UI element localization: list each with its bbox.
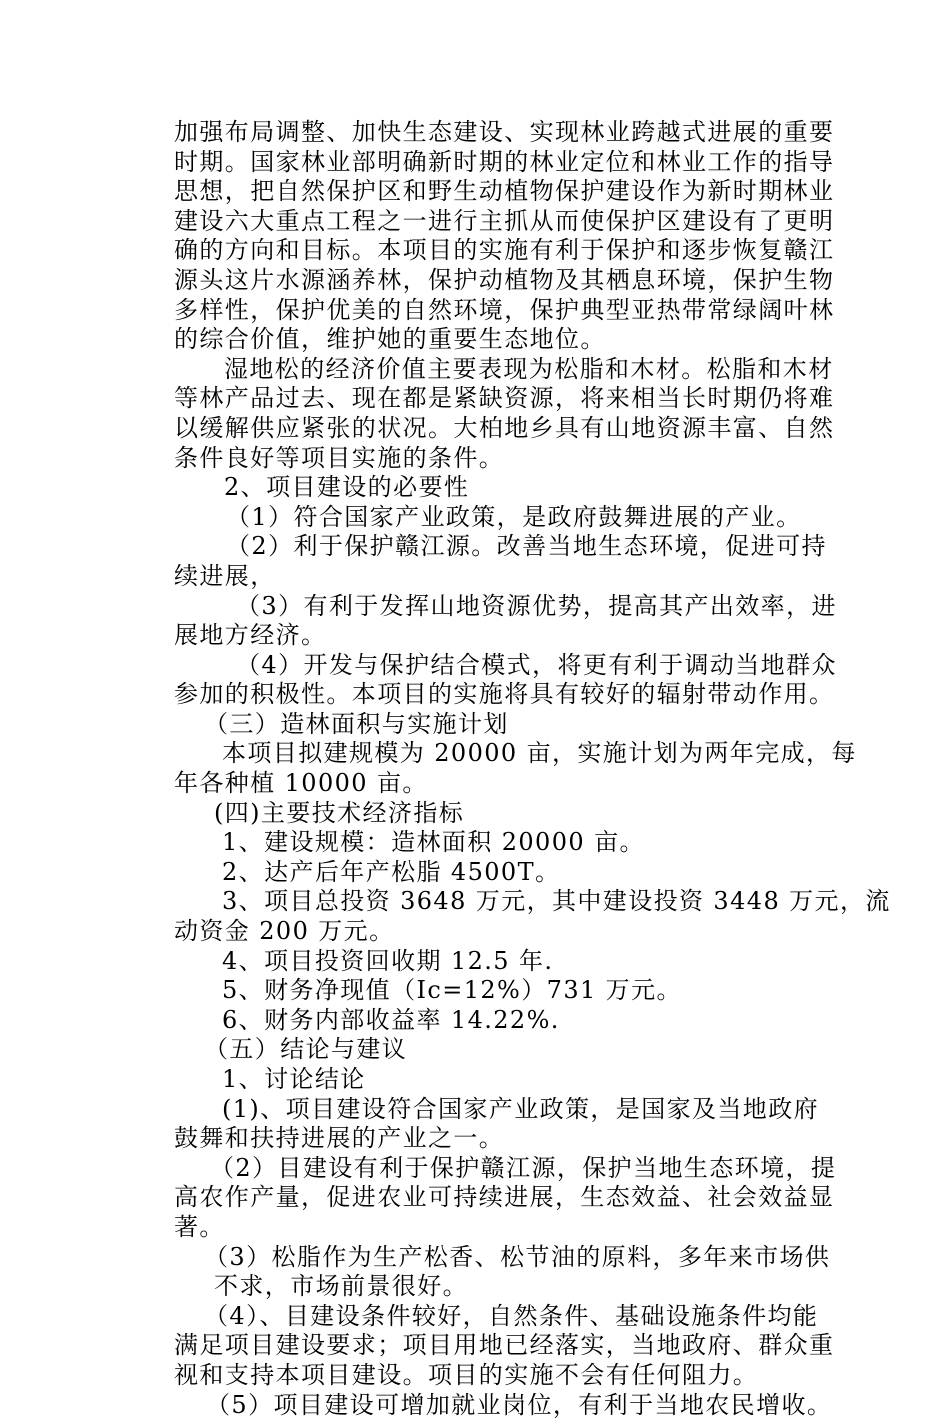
text-line: 鼓舞和扶持进展的产业之一。	[174, 1124, 505, 1153]
text-line: 年各种植 10000 亩。	[174, 769, 428, 798]
section-heading: 2、项目建设的必要性	[224, 473, 470, 502]
text-line: 确的方向和目标。本项目的实施有利于保护和逐步恢复赣江	[174, 236, 835, 265]
list-item-line: （2）目建设有利于保护赣江源，保护当地生态环境，提	[210, 1153, 837, 1182]
list-item-line: 4、项目投资回收期 12.5 年.	[222, 946, 554, 975]
list-item-line: （3）松脂作为生产松香、松节油的原料，多年来市场供	[204, 1242, 831, 1271]
text-line: 源头这片水源涵养林，保护动植物及其栖息环境，保护生物	[174, 265, 835, 294]
text-line: 满足项目建设要求；项目用地已经落实，当地政府、群众重	[174, 1331, 835, 1360]
list-item-line: 3、项目总投资 3648 万元，其中建设投资 3448 万元，流	[222, 887, 891, 916]
text-line: 著。	[174, 1212, 225, 1241]
list-item-line: 5、财务净现值（Ic=12%）731 万元。	[222, 976, 682, 1005]
section-heading: (四)主要技术经济指标	[214, 798, 465, 827]
list-item-line: 6、财务内部收益率 14.22%.	[222, 1005, 560, 1034]
list-item-line: 2、达产后年产松脂 4500T。	[222, 857, 561, 886]
text-line: 等林产品过去、现在都是紧缺资源，将来相当长时期仍将难	[174, 384, 835, 413]
text-line: 续进展，	[174, 561, 276, 590]
list-item-line: （4）开发与保护结合模式，将更有利于调动当地群众	[236, 650, 837, 679]
section-heading: 1、讨论结论	[222, 1065, 366, 1093]
text-line: 建设六大重点工程之一进行主抓从而使保护区建设有了更明	[174, 206, 835, 235]
text-line: 条件良好等项目实施的条件。	[174, 443, 505, 472]
list-item-line: 1、建设规模：造林面积 20000 亩。	[222, 828, 645, 857]
list-item-line: （1）符合国家产业政策，是政府鼓舞进展的产业。	[226, 502, 802, 531]
list-item-line: （2）利于保护赣江源。改善当地生态环境，促进可持	[226, 532, 827, 561]
text-line: 展地方经济。	[174, 621, 327, 650]
list-item-line: （3）有利于发挥山地资源优势，提高其产出效率，进	[236, 591, 837, 620]
section-heading: （五）结论与建议	[204, 1035, 408, 1064]
text-line: 时期。国家林业部明确新时期的林业定位和林业工作的指导	[174, 147, 835, 176]
text-line: 加强布局调整、加快生态建设、实现林业跨越式进展的重要	[174, 118, 835, 146]
text-line: 以缓解供应紧张的状况。大柏地乡具有山地资源丰富、自然	[174, 413, 835, 442]
text-line: 动资金 200 万元。	[174, 917, 395, 946]
text-line: 不求，市场前景很好。	[214, 1272, 468, 1301]
text-line: 思想，把自然保护区和野生动植物保护建设作为新时期林业	[174, 177, 835, 206]
paragraph-start-line: 湿地松的经济价值主要表现为松脂和木材。松脂和木材	[224, 354, 834, 383]
list-item-line: (1)、项目建设符合国家产业政策，是国家及当地政府	[222, 1094, 819, 1123]
text-line: 视和支持本项目建设。项目的实施不会有任何阻力。	[174, 1360, 759, 1389]
section-heading: （三）造林面积与实施计划	[204, 709, 509, 738]
text-line: 高农作产量，促进农业可持续进展，生态效益、社会效益显	[174, 1183, 835, 1212]
text-line: 的综合价值，维护她的重要生态地位。	[174, 325, 606, 354]
text-line: 参加的积极性。本项目的实施将具有较好的辐射带动作用。	[174, 680, 835, 709]
list-item-line: （5）项目建设可增加就业岗位，有利于当地农民增收。	[206, 1390, 833, 1419]
paragraph-start-line: 本项目拟建规模为 20000 亩，实施计划为两年完成，每	[222, 739, 857, 768]
list-item-line: （4）、目建设条件较好，自然条件、基础设施条件均能	[204, 1301, 819, 1330]
document-body	[174, 118, 891, 1420]
text-line: 多样性，保护优美的自然环境，保护典型亚热带常绿阔叶林	[174, 295, 835, 324]
